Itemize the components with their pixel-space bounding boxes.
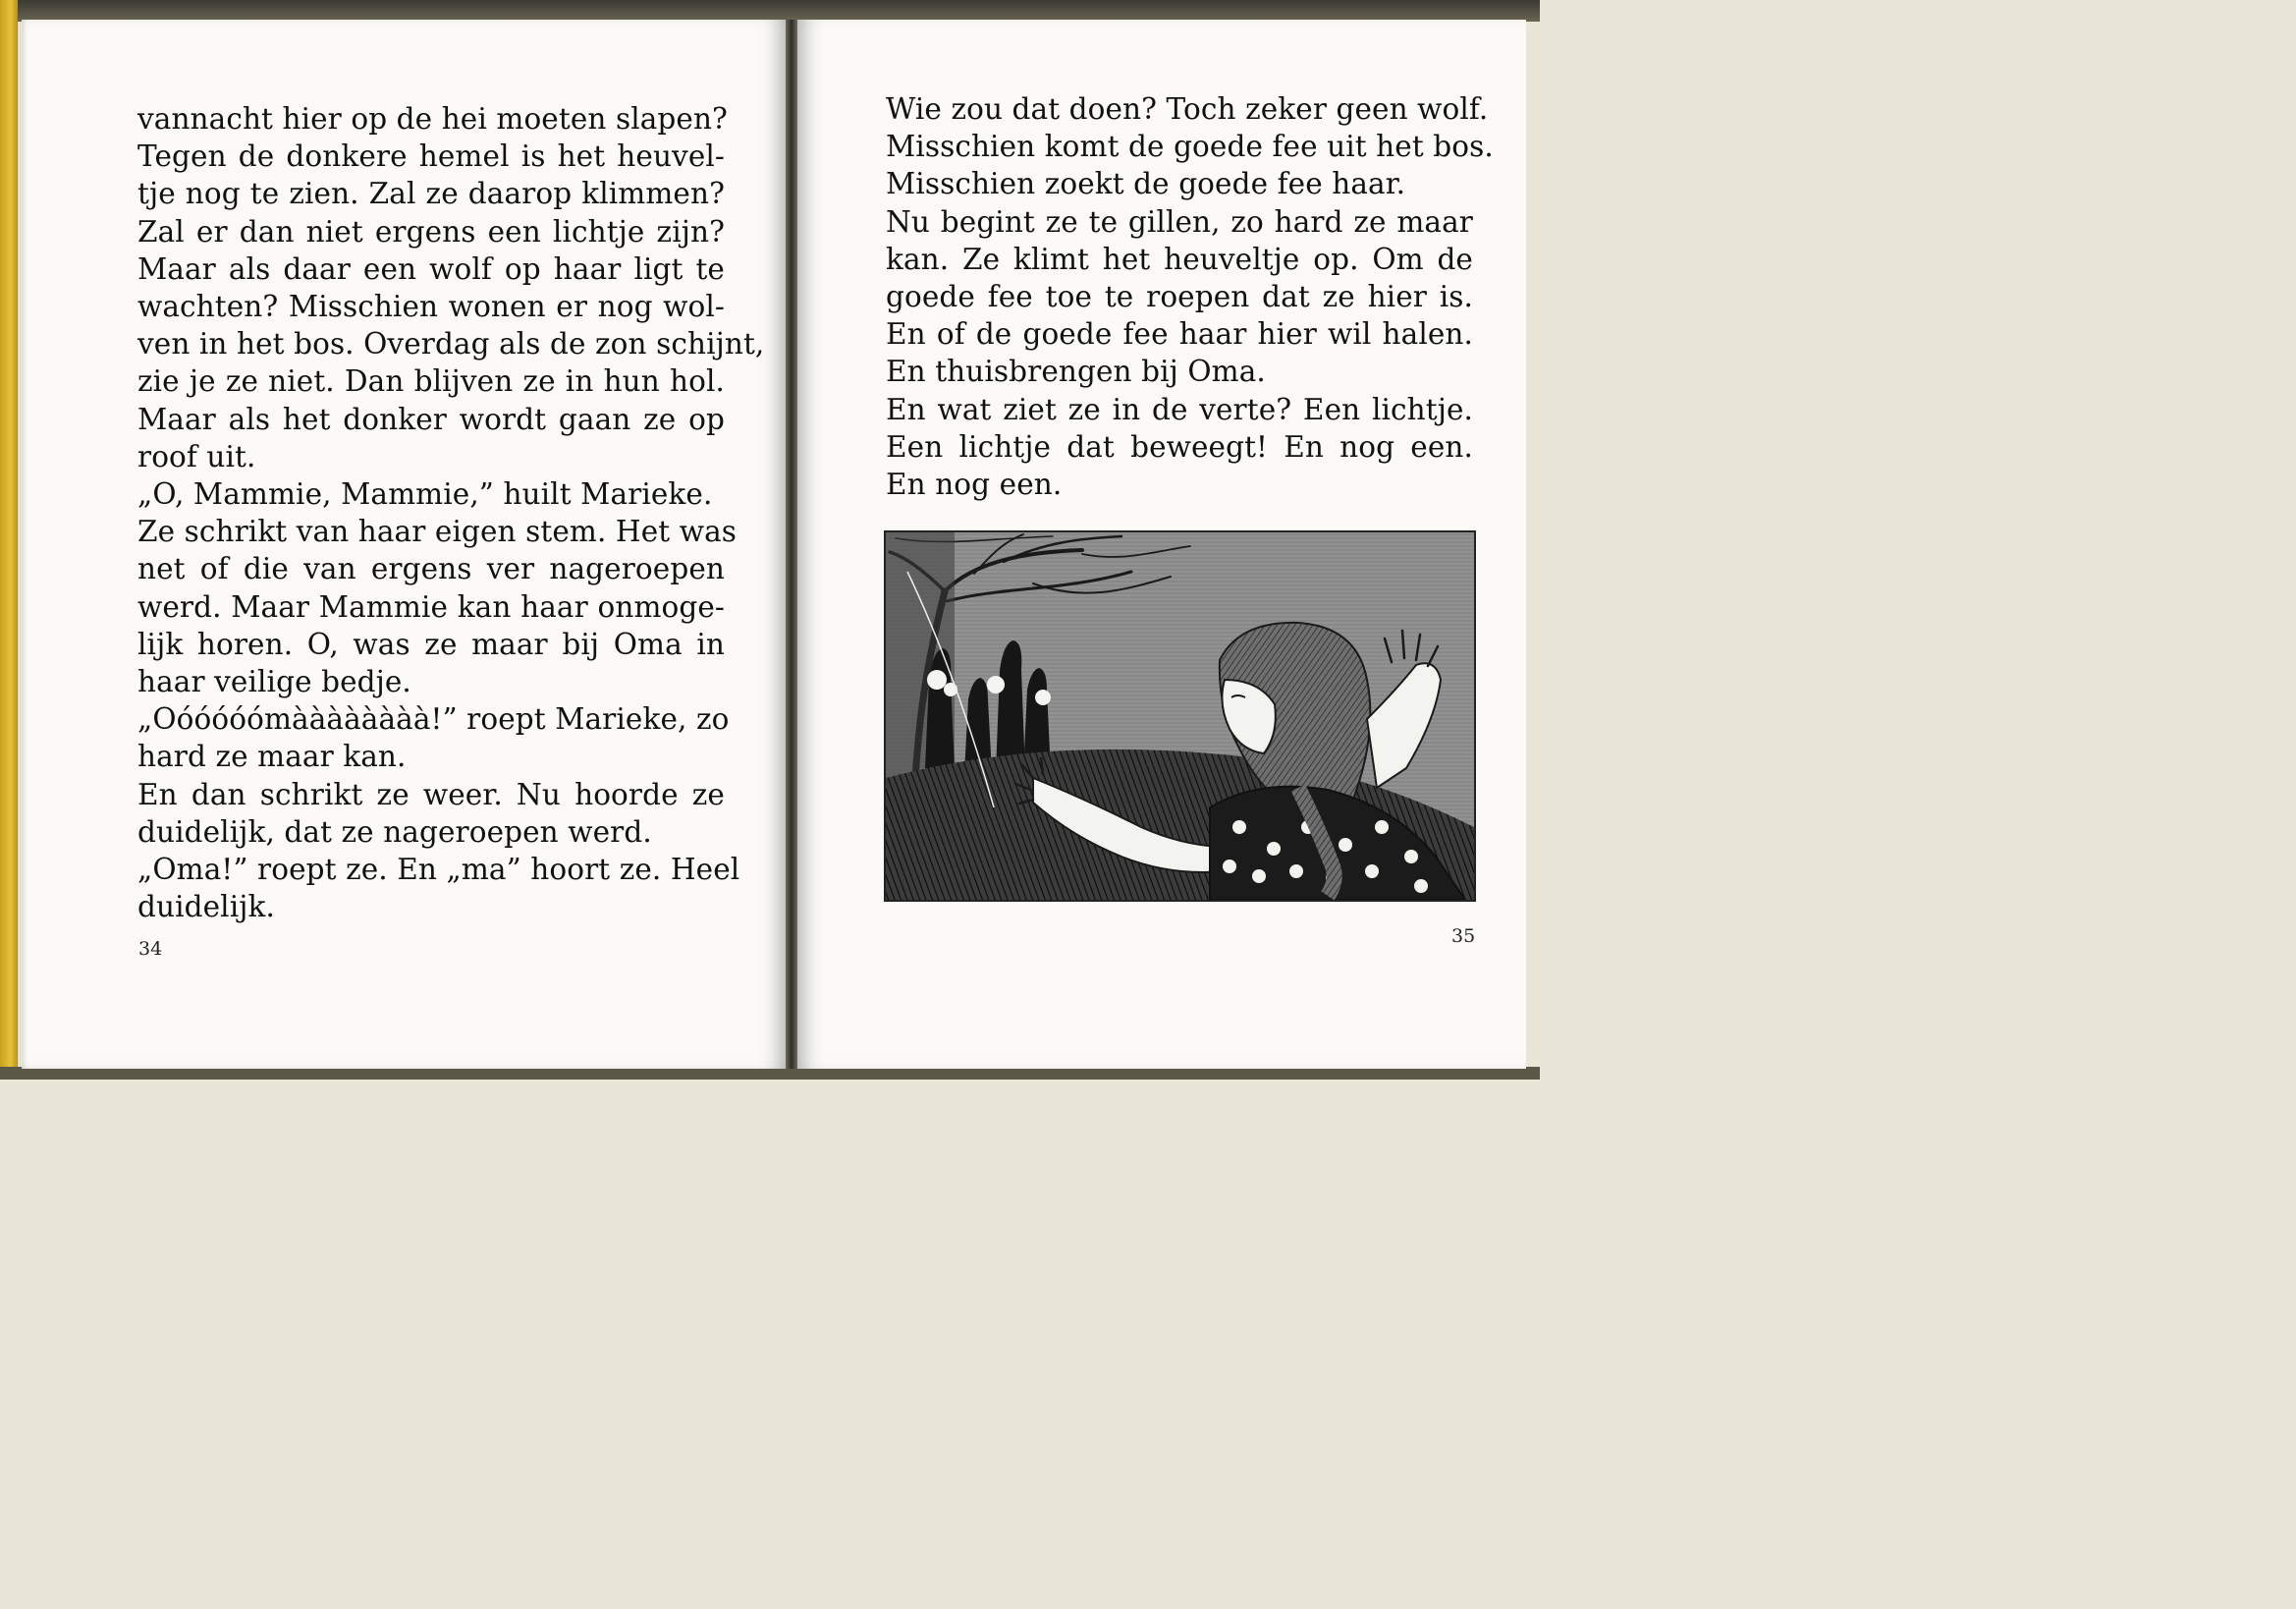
text-line: tje nog te zien. Zal ze daarop klimmen? bbox=[137, 177, 725, 211]
book-cover-top-edge bbox=[0, 0, 1540, 22]
left-page-text bbox=[137, 100, 765, 925]
text-line: En wat ziet ze in de verte? Een lichtje. bbox=[886, 392, 1473, 426]
text-line: En dan schrikt ze weer. Nu hoorde ze bbox=[137, 777, 725, 811]
text-line: „O, Mammie, Mammie,” huilt Marieke. bbox=[137, 477, 713, 512]
illustration-drawing bbox=[886, 532, 1474, 900]
text-line: „Oma!” roept ze. En „ma” hoort ze. Heel bbox=[137, 853, 740, 887]
text-line: goede fee toe te roepen dat ze hier is. bbox=[886, 280, 1473, 314]
text-line: net of die van ergens ver nageroepen bbox=[137, 552, 725, 586]
text-line: Maar als daar een wolf op haar ligt te bbox=[137, 251, 725, 286]
right-page-text bbox=[886, 90, 1494, 503]
text-line: haar veilige bedje. bbox=[137, 665, 411, 699]
illustration-girl-on-hill bbox=[884, 530, 1476, 902]
page-number-left: 34 bbox=[138, 938, 163, 960]
text-line: ven in het bos. Overdag als de zon schijnt, bbox=[137, 327, 765, 361]
text-line: zie je ze niet. Dan blijven ze in hun hol. bbox=[137, 364, 725, 399]
book-cover-yellow-edge bbox=[0, 0, 18, 1080]
page-number-right: 35 bbox=[1451, 925, 1476, 947]
text-line: „Oóóóóómàààààààà!” roept Marieke, zo bbox=[137, 702, 730, 737]
book-gutter bbox=[786, 20, 797, 1069]
text-line: Zal er dan niet ergens een lichtje zijn? bbox=[137, 214, 725, 249]
text-line: vannacht hier op de hei moeten slapen? bbox=[137, 102, 728, 136]
text-line: duidelijk. bbox=[137, 890, 275, 924]
text-line: kan. Ze klimt het heuveltje op. Om de bbox=[886, 242, 1473, 276]
text-line: Misschien zoekt de goede fee haar. bbox=[886, 167, 1406, 201]
text-line: roof uit. bbox=[137, 439, 256, 473]
text-line: Nu begint ze te gillen, zo hard ze maar bbox=[886, 204, 1473, 239]
text-line: werd. Maar Mammie kan haar onmoge- bbox=[137, 589, 725, 624]
text-line: lijk horen. O, was ze maar bij Oma in bbox=[137, 627, 725, 661]
text-line: Ze schrikt van haar eigen stem. Het was bbox=[137, 515, 738, 549]
text-line: hard ze maar kan. bbox=[137, 740, 407, 774]
text-line: duidelijk, dat ze nageroepen werd. bbox=[137, 814, 652, 849]
text-line: Wie zou dat doen? Toch zeker geen wolf. bbox=[886, 92, 1489, 126]
text-line: wachten? Misschien wonen er nog wol- bbox=[137, 290, 725, 324]
text-line: Maar als het donker wordt gaan ze op bbox=[137, 402, 725, 436]
text-line: En thuisbrengen bij Oma. bbox=[886, 355, 1266, 389]
text-line: En nog een. bbox=[886, 468, 1063, 502]
text-line: Misschien komt de goede fee uit het bos. bbox=[886, 130, 1494, 164]
text-line: En of de goede fee haar hier wil halen. bbox=[886, 317, 1473, 352]
text-line: Tegen de donkere hemel is het heuvel- bbox=[137, 139, 725, 174]
text-line: Een lichtje dat beweegt! En nog een. bbox=[886, 429, 1473, 464]
